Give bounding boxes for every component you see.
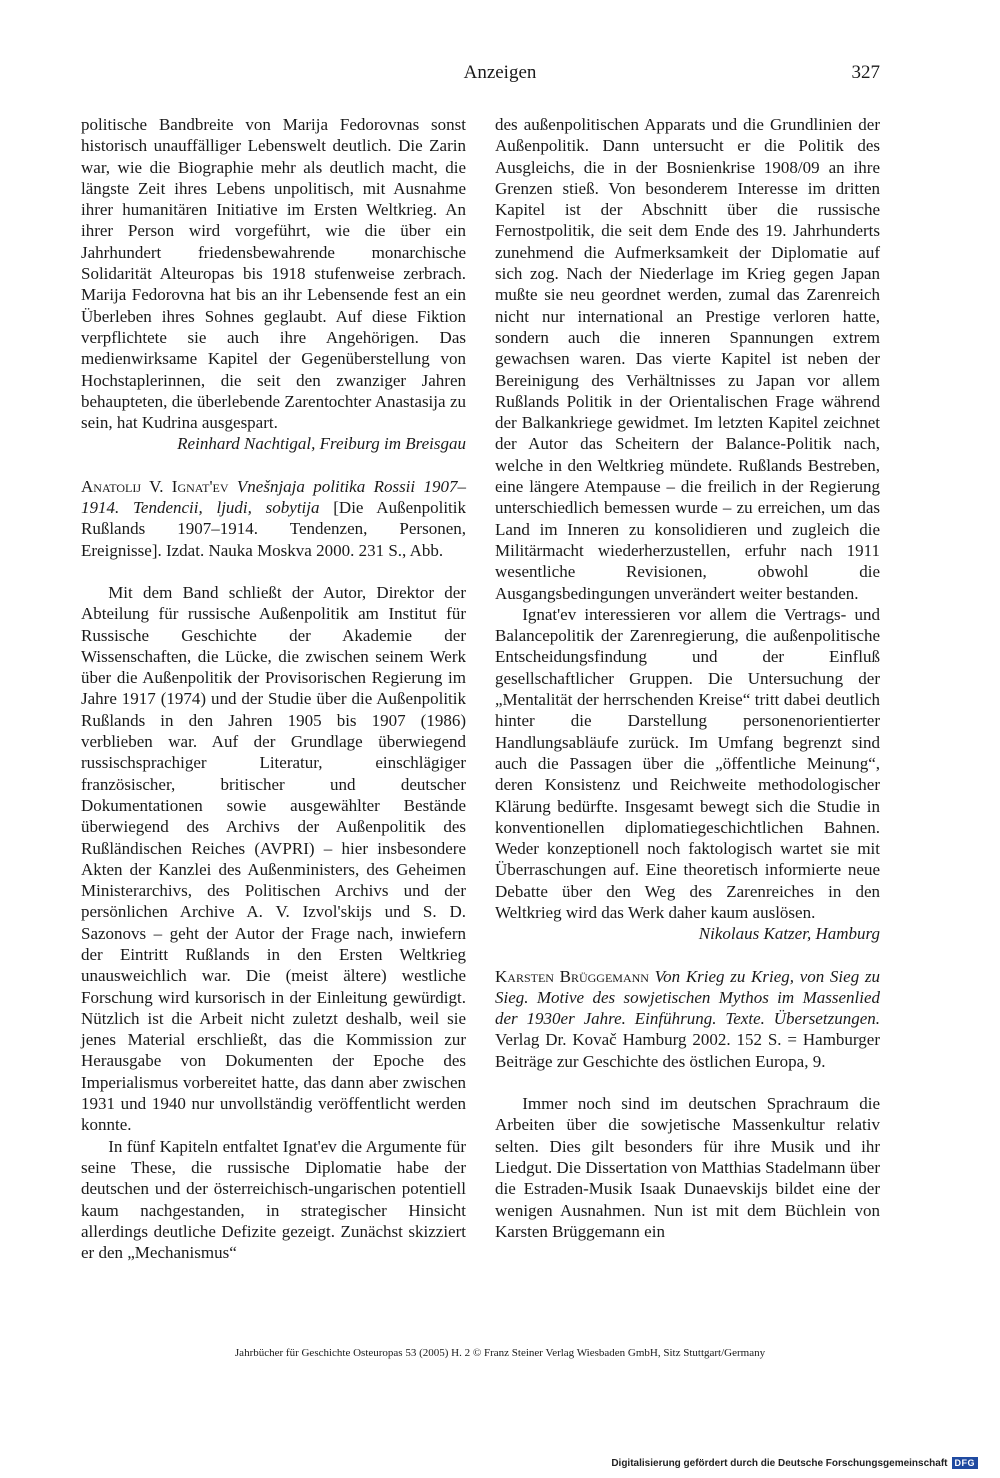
page-number: 327 — [851, 62, 880, 83]
review-paragraph: des außenpolitischen Apparats und die Grundlinien der Außenpolitik. Dann untersucht er die Politik des Ausgleichs, die in der Bosnienkrise 1908/09 an ihre Grenzen stieß. Von besonderem Interesse im dritten Kapitel ist der Abschnitt über die russische Fernostpolitik, die seit dem Ende des 19. Jahrhunderts zunehmend die Aufmerksamkeit der Diplomatie auf sich zog. Nach der Niederlage im Krieg gegen Japan mußte sie neu geordnet werden, zumal das Zarenreich nicht nur international an Prestige verloren hatte, sondern auch die inneren Spannungen extrem gewachsen waren. Das vierte Kapitel ist neben der Bereinigung des Verhältnisses zu Japan vor allem Rußlands Politik in der Orientalischen Frage während der Balkankriege gewidmet. Im letzten Kapitel zeichnet der Autor das Scheitern der Balance-Politik nach, welche in den Weltkrieg mündete. Rußlands Bestreben, eine längere Atempause – die freilich in der Regierung unterschiedlich bemessen wurde – zu erreichen, um das Land im Inneren zu konsolidieren und zugleich die Militärmacht wiederherzustellen, erfuhr nach 1911 wesentliche Revisionen, obwohl die Ausgangsbedingungen unverändert weiter bestanden. — [495, 115, 880, 603]
entry-title: Vnešnjaja politika Rossii 1907–1914. Tendencii, ljudi, sobytija — [81, 476, 466, 518]
review-paragraph: In fünf Kapiteln entfaltet Ignat'ev die Argumente für seine These, die russische Diplomatie habe der deutschen und der österreichisch-ungarischen potentiell kaum nachgestanden, in strategischer Hinsicht allerdings deutliche Defizite gezeigt. Zunächst skizziert er den „Mechanismus“ — [81, 1136, 466, 1263]
dfg-logo: DFG — [952, 1457, 979, 1469]
journal-footer: Jahrbücher für Geschichte Osteuropas 53 (2005) H. 2 © Franz Steiner Verlag Wiesbaden GmbH, Sitz Stuttgart/Germany — [234, 1347, 766, 1359]
review-paragraph: Mit dem Band schließt der Autor, Direktor der Abteilung für russische Außenpolitik am Institut für Russische Geschichte der Akademie der Wissenschaften, die Lücke, die zwischen seinem Werk über die Außenpolitik der Provisorischen Regierung im Jahre 1917 (1974) und der Studie über die Außenpolitik Rußlands in den Jahren 1905 bis 1907 (1986) verblieben war. Auf der Grundlage überwiegend russischsprachiger Literatur, einschlägiger französischer, britischer und deutscher Dokumentationen sowie ausgewählter Bestände überwiegend des Archivs der Außenpolitik des Rußländischen Reiches (AVPRI) – hier insbesondere Akten der Kanzlei des Außenministers, des Geheimen Ministerarchivs, des Politischen Archivs und der persönlichen Archive A. V. Izvol'skijs und S. D. Sazonovs – geht der Autor der Frage nach, inwiefern der Eintritt Rußlands in den Ersten Weltkrieg unausweichlich war. Die (meist ältere) westliche Forschung wird kursorisch in der Einleitung gewürdigt. Nützlich ist die Arbeit nicht zuletzt deshalb, weil sie jenes Material erschließt, das die Kommission zur Herausgabe von Dokumenten der Epoche des Imperialismus vorbereitet hatte, das dann aber zwischen 1931 und 1940 nur unvollständig veröffentlicht werden konnte. — [81, 582, 466, 1135]
entry-title: Von Krieg zu Krieg, von Sieg zu Sieg. Motive des sowjetischen Mythos im Massenlied der 1930er Jahre. Einführung. Texte. Übersetzungen. — [495, 966, 880, 1029]
review-signature: Reinhard Nachtigal, Freiburg im Breisgau — [177, 434, 466, 454]
bibliographic-entry — [495, 966, 880, 1072]
running-header-title: Anzeigen — [463, 62, 537, 83]
paragraph-continuation: politische Bandbreite von Marija Fedorovnas sonst historisch unauffälliger Lebenswelt deutlich. Die Zarin war, wie die Biographie mehr als deutlich macht, die längste Zeit ihres Lebens unpolitisch, mit Ausnahme ihrer humanitären Initiative im Ersten Weltkrieg. An ihrer Person wird vorgeführt, wie die über ein Jahrhundert friedensbewahrende monarchische Solidarität Alteuropas bis 1918 stufenweise zerbrach. Marija Fedorovna hat bis an ihr Lebensende fest an ein Überleben ihres Sohnes geglaubt. Auf diese Fiktion verpflichtete sie auch ihre Angehörigen. Das medienwirksame Kapitel der Gegenüberstellung von Hochstaplerinnen, die seit den zwanziger Jahren behaupteten, die überlebende Zarentochter Anastasija zu sein, hat Kudrina ausgespart. — [81, 115, 466, 433]
entry-details: [Die Außenpolitik Rußlands 1907–1914. Tendenzen, Personen, Ereignisse]. Izdat. Nauka Moskva 2000. 231 S., Abb. — [81, 498, 467, 560]
right-column — [495, 114, 880, 1242]
left-column — [81, 114, 466, 1263]
entry-details: Verlag Dr. Kovač Hamburg 2002. 152 S. = Hamburger Beiträge zur Geschichte des östlichen Europa, 9. — [495, 1030, 880, 1071]
entry-author: Anatolij V. Ignat'ev — [81, 476, 229, 496]
review-signature: Nikolaus Katzer, Hamburg — [698, 924, 880, 944]
bibliographic-entry — [81, 476, 466, 561]
review-paragraph: Ignat'ev interessieren vor allem die Vertrags- und Balancepolitik der Zarenregierung, die außenpolitische Entscheidungsfindung und der Einfluß gesellschaftlicher Gruppen. Die Untersuchung der „Mentalität der herrschenden Kreise“ tritt dabei deutlich hinter die Darstellung personenorientierter Handlungsabläufe zurück. Im Umfang begrenzt sind auch die Passagen über die „öffentliche Meinung“, deren Konsistenz und Reichweite methodologischer Klärung bedürfte. Insgesamt bewegt sich die Studie in konventionellen diplomatiegeschichtlichen Bahnen. Weder konzeptionell noch faktologisch wartet sie mit Überraschungen auf. Eine theoretisch informierte neue Debatte über den Weg des Zarenreiches in den Weltkrieg wird das Werk daher kaum auslösen. — [495, 604, 880, 922]
review-paragraph: Immer noch sind im deutschen Sprachraum die Arbeiten über die sowjetische Massenkultur relativ selten. Dies gilt besonders für ihre Musik und ihr Liedgut. Die Dissertation von Matthias Stadelmann über die Estraden-Musik Isaak Dunaevskijs bildet eine der wenigen Ausnahmen. Nun ist mit dem Büchlein von Karsten Brüggemann ein — [495, 1094, 880, 1241]
entry-author: Karsten Brüggemann — [495, 966, 649, 986]
digitization-note-text: Digitalisierung gefördert durch die Deutsche Forschungsgemeinschaft — [611, 1457, 948, 1469]
digitization-note — [611, 1457, 978, 1469]
